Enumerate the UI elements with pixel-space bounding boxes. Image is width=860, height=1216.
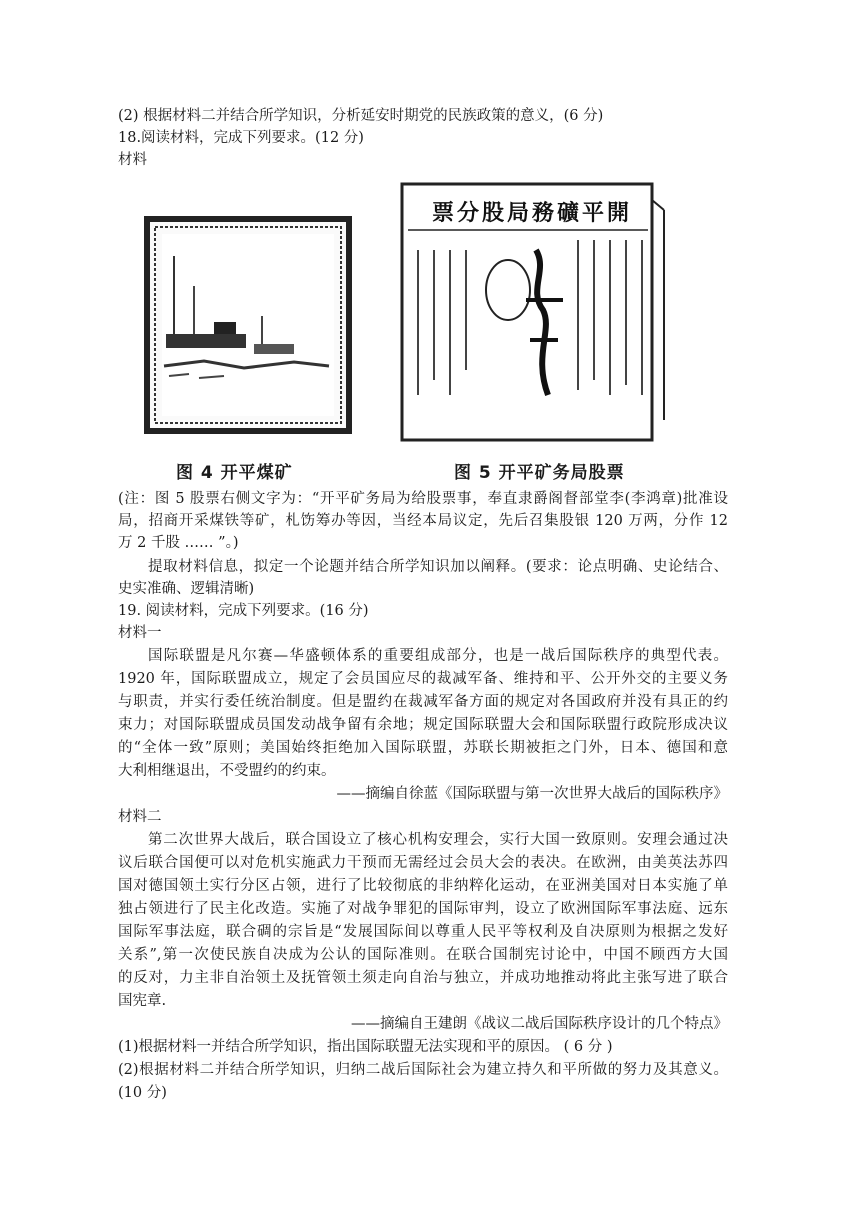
share-certificate-header: 票分股局務礦平開 [431,200,633,226]
material-one-line-3: 与职责，并实行委任统治制度。但是盟约在裁减军备方面的规定对各国政府并没有具正的约 [118,694,728,710]
figure-5-caption: 图 5 开平矿务局股票 [454,463,625,483]
material-one-source: ——摘编自徐蓝《国际联盟与第一次世界大战后的国际秩序》 [336,786,728,802]
material-two-line-1: 第二次世界大战后，联合国设立了核心机构安理会，实行大国一致原则。安理会通过决 [148,832,728,848]
note-line-2: 局，招商开采煤铁等矿，札饬筹办等因，当经本局议定，先后召集股银 120 万两，分作 12 [118,513,728,529]
material-two-source: ——摘编自王建朗《战议二战后国际秩序设计的几个特点》 [351,1016,728,1032]
material-two-line-4: 独占领进行了民主化改造。实施了对战争罪犯的国际审判，设立了欧洲国际军事法庭、远东 [118,901,728,917]
figure-5-share-certificate-image [398,180,668,446]
material-one-line-4: 束力；对国际联盟成员国发动战争留有余地；规定国际联盟大会和国际联盟行政院形成决议 [118,717,728,733]
material-two-line-5: 国际军事法庭，联合碉的宗旨是“发展国际间以尊重人民平等权利及自决原则为根据之发好 [118,924,728,940]
material-one-line-2: 1920 年，国际联盟成立，规定了会员国应尽的裁减军备、维持和平、公开外交的主要义务 [118,671,728,687]
material-one-line-1: 国际联盟是凡尔赛—华盛顿体系的重要组成部分，也是一战后国际秩序的典型代表。 [148,648,728,664]
material-two-line-8: 国宪章. [118,993,167,1009]
note-line-1: (注：图 5 股票右侧文字为：“开平矿务局为给股票事，奉直隶爵阁督部堂李(李鸿章)批准设 [118,491,728,507]
material-one-line-5: 的“全体一致”原则；美国始终拒绝加入国际联盟，苏联长期被拒之门外，日本、德国和意 [118,740,728,756]
question-19-2: (2)根据材料二并结合所学知识，归纳二战后国际社会为建立持久和平所做的努力及其意义。 [118,1062,728,1078]
material-one-line-6: 大利相继退出，不受盟约的约束。 [118,763,336,779]
material-one-label: 材料一 [118,625,162,641]
question-19-2-points: (10 分) [118,1085,167,1101]
question-17-2: (2) 根据材料二并结合所学知识，分析延安时期党的民族政策的意义，(6 分) [118,108,604,124]
material-two-line-2: 议后联合国便可以对危机实施武力干预而无需经过会员大会的表决。在欧洲，由美英法苏四 [118,855,728,871]
figure-4-caption: 图 4 开平煤矿 [176,463,293,483]
note-line-3: 万 2 千股 …… ”。) [118,535,239,551]
material-two-line-7: 的反对，力主非自治领土及抚管领土须走向自治与独立，并成功地推动将此主张写进了联合 [118,970,728,986]
question-18-heading: 18.阅读材料，完成下列要求。(12 分) [118,130,364,146]
requirement-line-1: 提取材料信息，拟定一个论题并结合所学知识加以阐释。(要求：论点明确、史论结合、 [148,559,728,575]
question-19-1: (1)根据材料一并结合所学知识，指出国际联盟无法实现和平的原因。 ( 6 分 ) [118,1039,613,1055]
figure-4-coal-mine-image [144,216,352,434]
requirement-line-2: 史实准确、逻辑清晰) [118,581,255,597]
question-19-heading: 19. 阅读材料，完成下列要求。(16 分) [118,603,369,619]
material-two-line-3: 国对德国领土实行分区占领，进行了比较彻底的非纳粹化运动，在亚洲美国对日本实施了单 [118,878,728,894]
material-two-label: 材料二 [118,809,162,825]
material-two-line-6: 关系”,第一次使民族自决成为公认的国际准则。在联合国制宪讨论中，中国不顾西方大国 [118,947,728,963]
material-label: 材料 [118,152,147,168]
